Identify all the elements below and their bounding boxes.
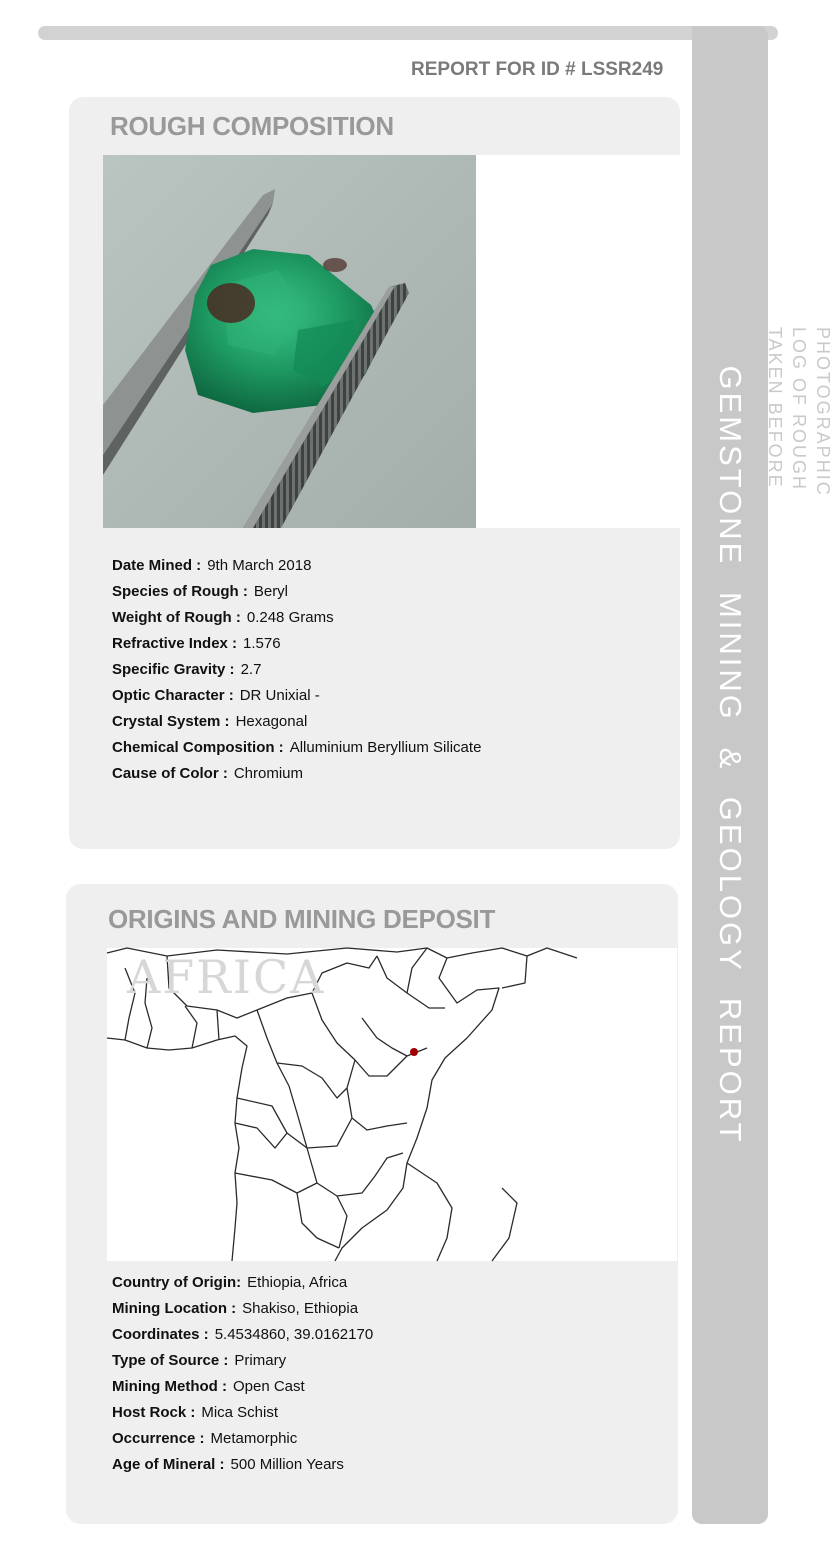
- field-value: 2.7: [240, 661, 262, 678]
- field-row: [112, 735, 481, 761]
- field-value: Hexagonal: [235, 713, 308, 730]
- photo-caption-line1: PHOTOGRAPHIC LOG OF ROUGH: [789, 327, 833, 497]
- field-value: Open Cast: [232, 1378, 305, 1395]
- field-value: Ethiopia, Africa: [247, 1274, 348, 1291]
- top-bar: [38, 26, 778, 40]
- side-title: GEMSTONE MINING & GEOLOGY REPORT: [713, 365, 748, 1145]
- photo-caption: [739, 327, 835, 528]
- field-row: [112, 683, 481, 709]
- field-value: Alluminium Beryllium Silicate: [289, 739, 482, 756]
- field-row: [112, 1296, 373, 1322]
- field-value: Metamorphic: [210, 1430, 298, 1447]
- field-value: DR Unixial -: [239, 687, 320, 704]
- field-label: Date Mined :: [112, 557, 202, 574]
- field-label: Weight of Rough :: [112, 609, 241, 626]
- map-label: AFRICA: [127, 950, 326, 1004]
- field-label: Age of Mineral :: [112, 1456, 225, 1473]
- field-label: Host Rock :: [112, 1404, 196, 1421]
- photo-box: [103, 155, 833, 528]
- rough-composition-title: ROUGH COMPOSITION: [110, 111, 394, 141]
- field-label: Country of Origin:: [112, 1274, 242, 1291]
- field-label: Type of Source :: [112, 1352, 229, 1369]
- mine-location-marker: [410, 1048, 418, 1056]
- field-row: [112, 1270, 373, 1296]
- field-value: Mica Schist: [201, 1404, 279, 1421]
- field-value: 1.576: [243, 635, 281, 652]
- field-row: [112, 1374, 373, 1400]
- rough-fields: [112, 553, 481, 787]
- field-row: [112, 553, 481, 579]
- field-row: [112, 657, 481, 683]
- africa-map: [107, 948, 677, 1261]
- field-label: Coordinates :: [112, 1326, 209, 1343]
- field-label: Optic Character :: [112, 687, 234, 704]
- photo-caption-line2: TAKEN BEFORE FACETING: [741, 327, 785, 489]
- field-label: Occurrence :: [112, 1430, 205, 1447]
- field-row: [112, 579, 481, 605]
- field-row: [112, 1348, 373, 1374]
- field-value: Primary: [234, 1352, 287, 1369]
- field-label: Crystal System :: [112, 713, 230, 730]
- field-row: [112, 1426, 373, 1452]
- field-label: Chemical Composition :: [112, 739, 284, 756]
- field-label: Cause of Color :: [112, 765, 228, 782]
- report-id: REPORT FOR ID # LSSR249: [411, 59, 664, 80]
- field-row: [112, 1322, 373, 1348]
- field-row: [112, 761, 481, 787]
- field-row: [112, 631, 481, 657]
- field-value: 9th March 2018: [207, 557, 312, 574]
- gemstone-photo: [103, 155, 476, 528]
- field-row: [112, 605, 481, 631]
- origins-title: ORIGINS AND MINING DEPOSIT: [108, 904, 496, 934]
- field-value: Shakiso, Ethiopia: [242, 1300, 359, 1317]
- field-label: Species of Rough :: [112, 583, 248, 600]
- field-row: [112, 1452, 373, 1478]
- map-box: [107, 948, 677, 1261]
- field-row: [112, 709, 481, 735]
- field-value: 0.248 Grams: [246, 609, 334, 626]
- field-label: Specific Gravity :: [112, 661, 235, 678]
- field-value: 5.4534860, 39.0162170: [214, 1326, 374, 1343]
- field-value: Beryl: [253, 583, 289, 600]
- field-value: 500 Million Years: [230, 1456, 344, 1473]
- field-label: Refractive Index :: [112, 635, 238, 652]
- field-label: Mining Method :: [112, 1378, 227, 1395]
- field-label: Mining Location :: [112, 1300, 237, 1317]
- field-value: Chromium: [233, 765, 304, 782]
- field-row: [112, 1400, 373, 1426]
- origins-fields: [112, 1270, 373, 1478]
